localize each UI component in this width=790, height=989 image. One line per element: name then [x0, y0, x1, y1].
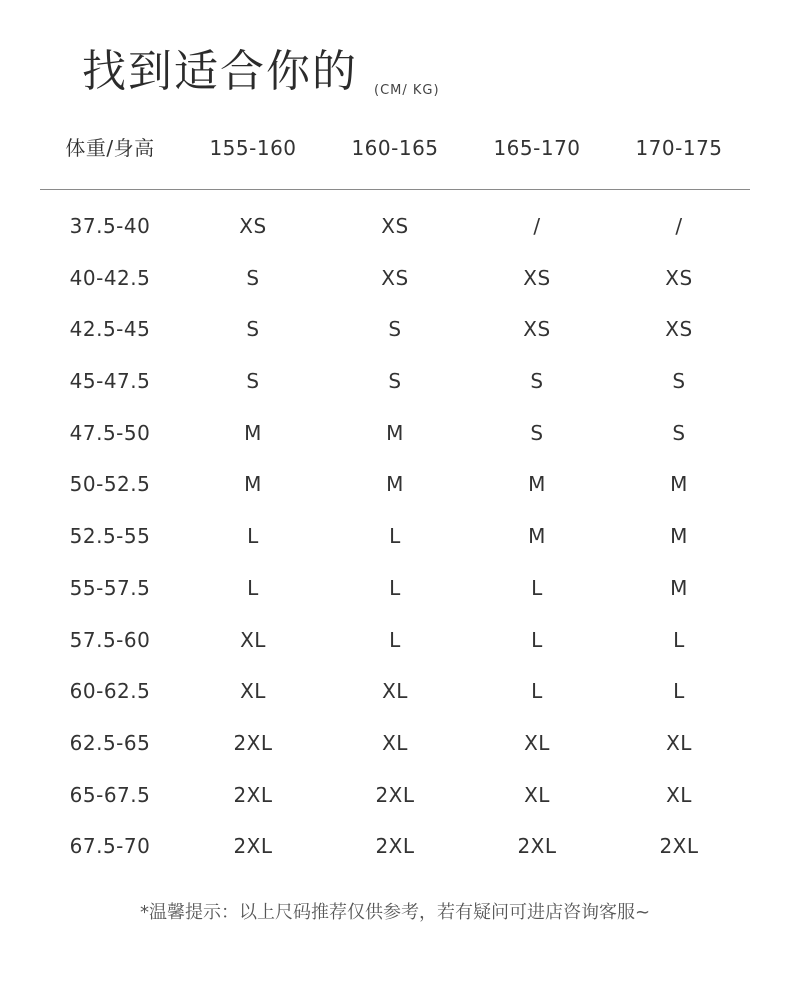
size-cell: 2XL [517, 834, 557, 859]
weight-range-cell: 52.5-55 [69, 524, 151, 549]
weight-range-cell: 60-62.5 [69, 679, 151, 704]
size-cell: XS [381, 214, 409, 238]
title-row [82, 40, 440, 104]
size-cell: XL [382, 679, 408, 704]
size-cell: L [673, 627, 685, 652]
table-row [40, 671, 750, 723]
size-cell: L [389, 627, 401, 652]
size-cell: L [389, 524, 401, 549]
table-row [40, 464, 750, 516]
table-row [40, 361, 750, 413]
size-cell: M [386, 420, 404, 445]
size-cell: XL [524, 730, 550, 755]
weight-range-cell: 45-47.5 [69, 369, 151, 394]
size-cell: XL [524, 782, 550, 807]
size-cell: S [672, 420, 686, 445]
size-cell: 2XL [233, 782, 273, 807]
size-cell: L [531, 679, 543, 704]
size-cell: XL [666, 782, 692, 807]
size-cell: S [672, 369, 686, 394]
size-cell: XS [523, 265, 551, 290]
weight-range-cell: 40-42.5 [69, 265, 151, 290]
size-cell: S [246, 317, 260, 342]
size-cell: S [388, 369, 402, 394]
size-cell: M [670, 524, 688, 549]
size-cell: XL [240, 627, 266, 652]
weight-range-cell: 62.5-65 [69, 730, 151, 755]
size-cell: L [247, 524, 259, 549]
size-cell: M [244, 420, 262, 445]
size-cell: XL [666, 730, 692, 755]
size-cell: M [670, 575, 688, 600]
table-row [40, 620, 750, 672]
size-cell: XS [381, 265, 409, 290]
size-cell: M [528, 524, 546, 549]
size-cell: XL [382, 730, 408, 755]
size-cell: S [246, 265, 260, 290]
size-cell: 2XL [233, 730, 273, 755]
weight-range-cell: 42.5-45 [69, 317, 151, 342]
size-cell: M [670, 472, 688, 497]
size-cell: S [530, 420, 544, 445]
size-cell: L [531, 575, 543, 600]
size-cell: 2XL [233, 834, 273, 859]
table-body [40, 206, 750, 878]
table-row [40, 516, 750, 568]
footnote: *温馨提示：以上尺码推荐仅供参考，若有疑问可进店咨询客服~ [139, 902, 651, 923]
size-cell: XS [665, 317, 693, 342]
weight-range-cell: 37.5-40 [69, 214, 151, 238]
size-cell: / [533, 214, 541, 238]
page-title: 找到适合你的 [82, 46, 358, 97]
size-cell: XS [239, 214, 267, 238]
size-cell: 2XL [375, 782, 415, 807]
table-header [40, 127, 750, 169]
size-cell: M [528, 472, 546, 497]
size-cell: 2XL [659, 834, 699, 859]
table-row [40, 723, 750, 775]
size-cell: L [389, 575, 401, 600]
weight-range-cell: 47.5-50 [69, 420, 151, 445]
weight-range-cell: 57.5-60 [69, 627, 151, 652]
size-cell: L [673, 679, 685, 704]
header-col-155-160: 155-160 [209, 136, 297, 160]
unit-label: (CM/ KG) [374, 83, 440, 98]
table-row [40, 775, 750, 827]
size-cell: M [244, 472, 262, 497]
size-cell: XL [240, 679, 266, 704]
weight-range-cell: 55-57.5 [69, 575, 151, 600]
size-cell: S [530, 369, 544, 394]
header-col-160-165: 160-165 [351, 136, 439, 160]
size-cell: L [247, 575, 259, 600]
size-cell: XS [665, 265, 693, 290]
header-divider [40, 189, 750, 190]
header-col-170-175: 170-175 [635, 136, 723, 160]
table-row [40, 206, 750, 258]
size-cell: S [246, 369, 260, 394]
size-cell: M [386, 472, 404, 497]
table-row [40, 258, 750, 310]
size-cell: S [388, 317, 402, 342]
header-weight-height: 体重/身高 [65, 136, 155, 160]
weight-range-cell: 65-67.5 [69, 782, 151, 807]
size-cell: 2XL [375, 834, 415, 859]
weight-range-cell: 67.5-70 [69, 834, 151, 859]
weight-range-cell: 50-52.5 [69, 472, 151, 497]
table-row [40, 413, 750, 465]
table-row [40, 826, 750, 878]
size-cell: / [675, 214, 683, 238]
table-row [40, 309, 750, 361]
size-cell: L [531, 627, 543, 652]
table-row [40, 568, 750, 620]
header-col-165-170: 165-170 [493, 136, 581, 160]
size-cell: XS [523, 317, 551, 342]
